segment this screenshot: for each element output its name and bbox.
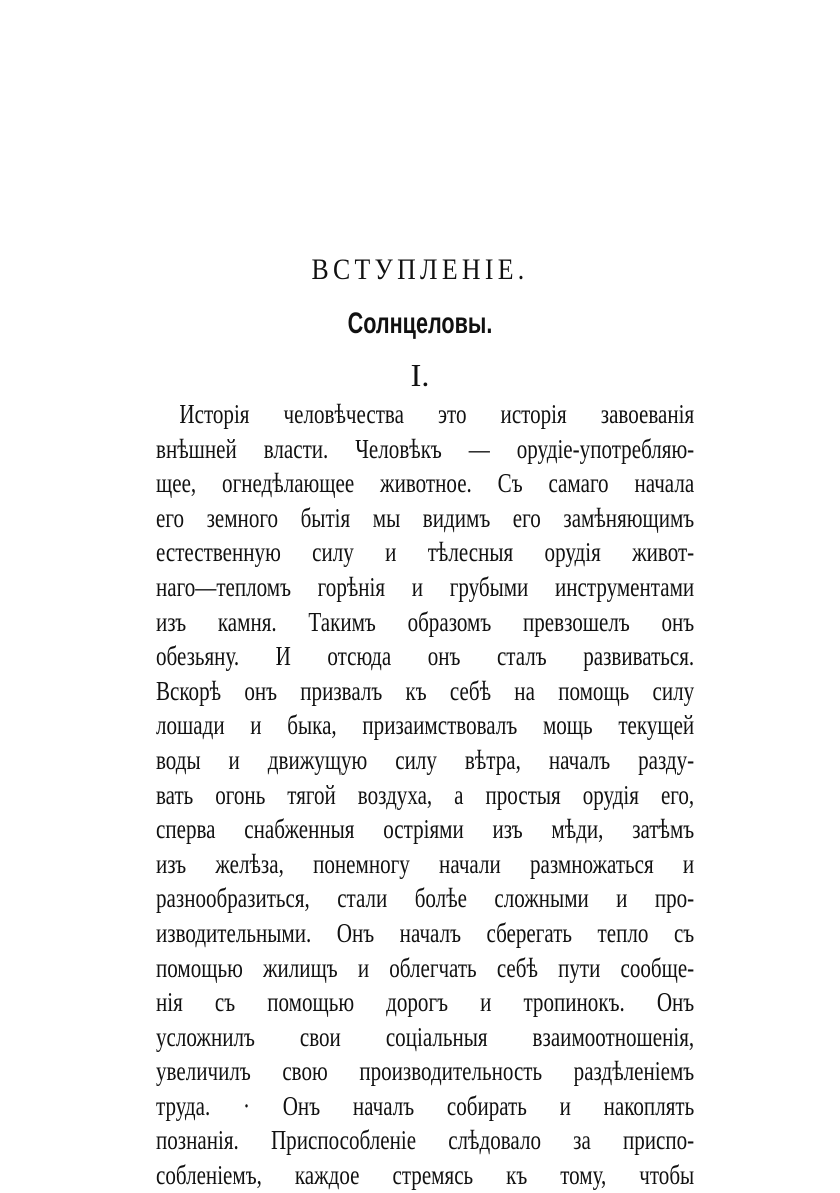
text-line: разнообразиться, стали болѣе сложными и про- [156,883,695,914]
text-line: сперва снабженныя остріями изъ мѣди, затѣмъ [156,814,695,845]
text-line: лошади и быка, призаимствовалъ мощь текущей [156,710,695,741]
section-title: ВСТУПЛЕНІЕ. [311,253,529,286]
body-text [156,397,694,1193]
chapter-number: I. [410,357,430,393]
text-line: увеличилъ свою производительность раздѣленіемъ [156,1056,695,1087]
text-line: Исторія человѣчества это исторія завоеванія [179,399,695,429]
chapter-subtitle: Солнцеловы. [347,307,493,340]
text-line: воды и движущую силу вѣтра, началъ разду- [156,744,695,775]
text-line: Вскорѣ онъ призвалъ къ себѣ на помощь силу [156,675,695,706]
text-line: усложнилъ свои соціальныя взаимоотношенія, [156,1021,695,1052]
text-line: вать огонь тягой воздуха, а простыя орудія его, [156,779,695,810]
text-line: познанія. Приспособленіе слѣдовало за приспо- [156,1125,695,1156]
text-line: помощью жилищъ и облегчать себѣ пути сообще- [156,952,695,983]
text-line: труда. · Онъ началъ собирать и накоплять [156,1090,695,1121]
text-line: естественную силу и тѣлесныя орудія живот- [156,537,695,568]
text-line: наго—тепломъ горѣнія и грубыми инструментами [156,571,695,602]
text-line: изъ желѣза, понемногу начали размножаться и [156,848,695,879]
text-line: его земного бытія мы видимъ его замѣняющимъ [156,502,695,533]
text-line: щее, огнедѣлающее животное. Съ самаго начала [156,468,695,499]
text-line: нія съ помощью дорогъ и тропинокъ. Онъ [156,987,695,1018]
text-line: изъ камня. Такимъ образомъ превзошелъ онъ [156,606,695,637]
text-line: внѣшней власти. Человѣкъ — орудіе-употребляю- [156,433,695,464]
text-line: собленіемъ, каждое стремясь къ тому, чтобы [156,1160,695,1191]
text-line: изводительными. Онъ началъ сберегать тепло съ [156,917,695,948]
text-line: обезьяну. И отсюда онъ сталъ развиваться. [156,641,695,672]
